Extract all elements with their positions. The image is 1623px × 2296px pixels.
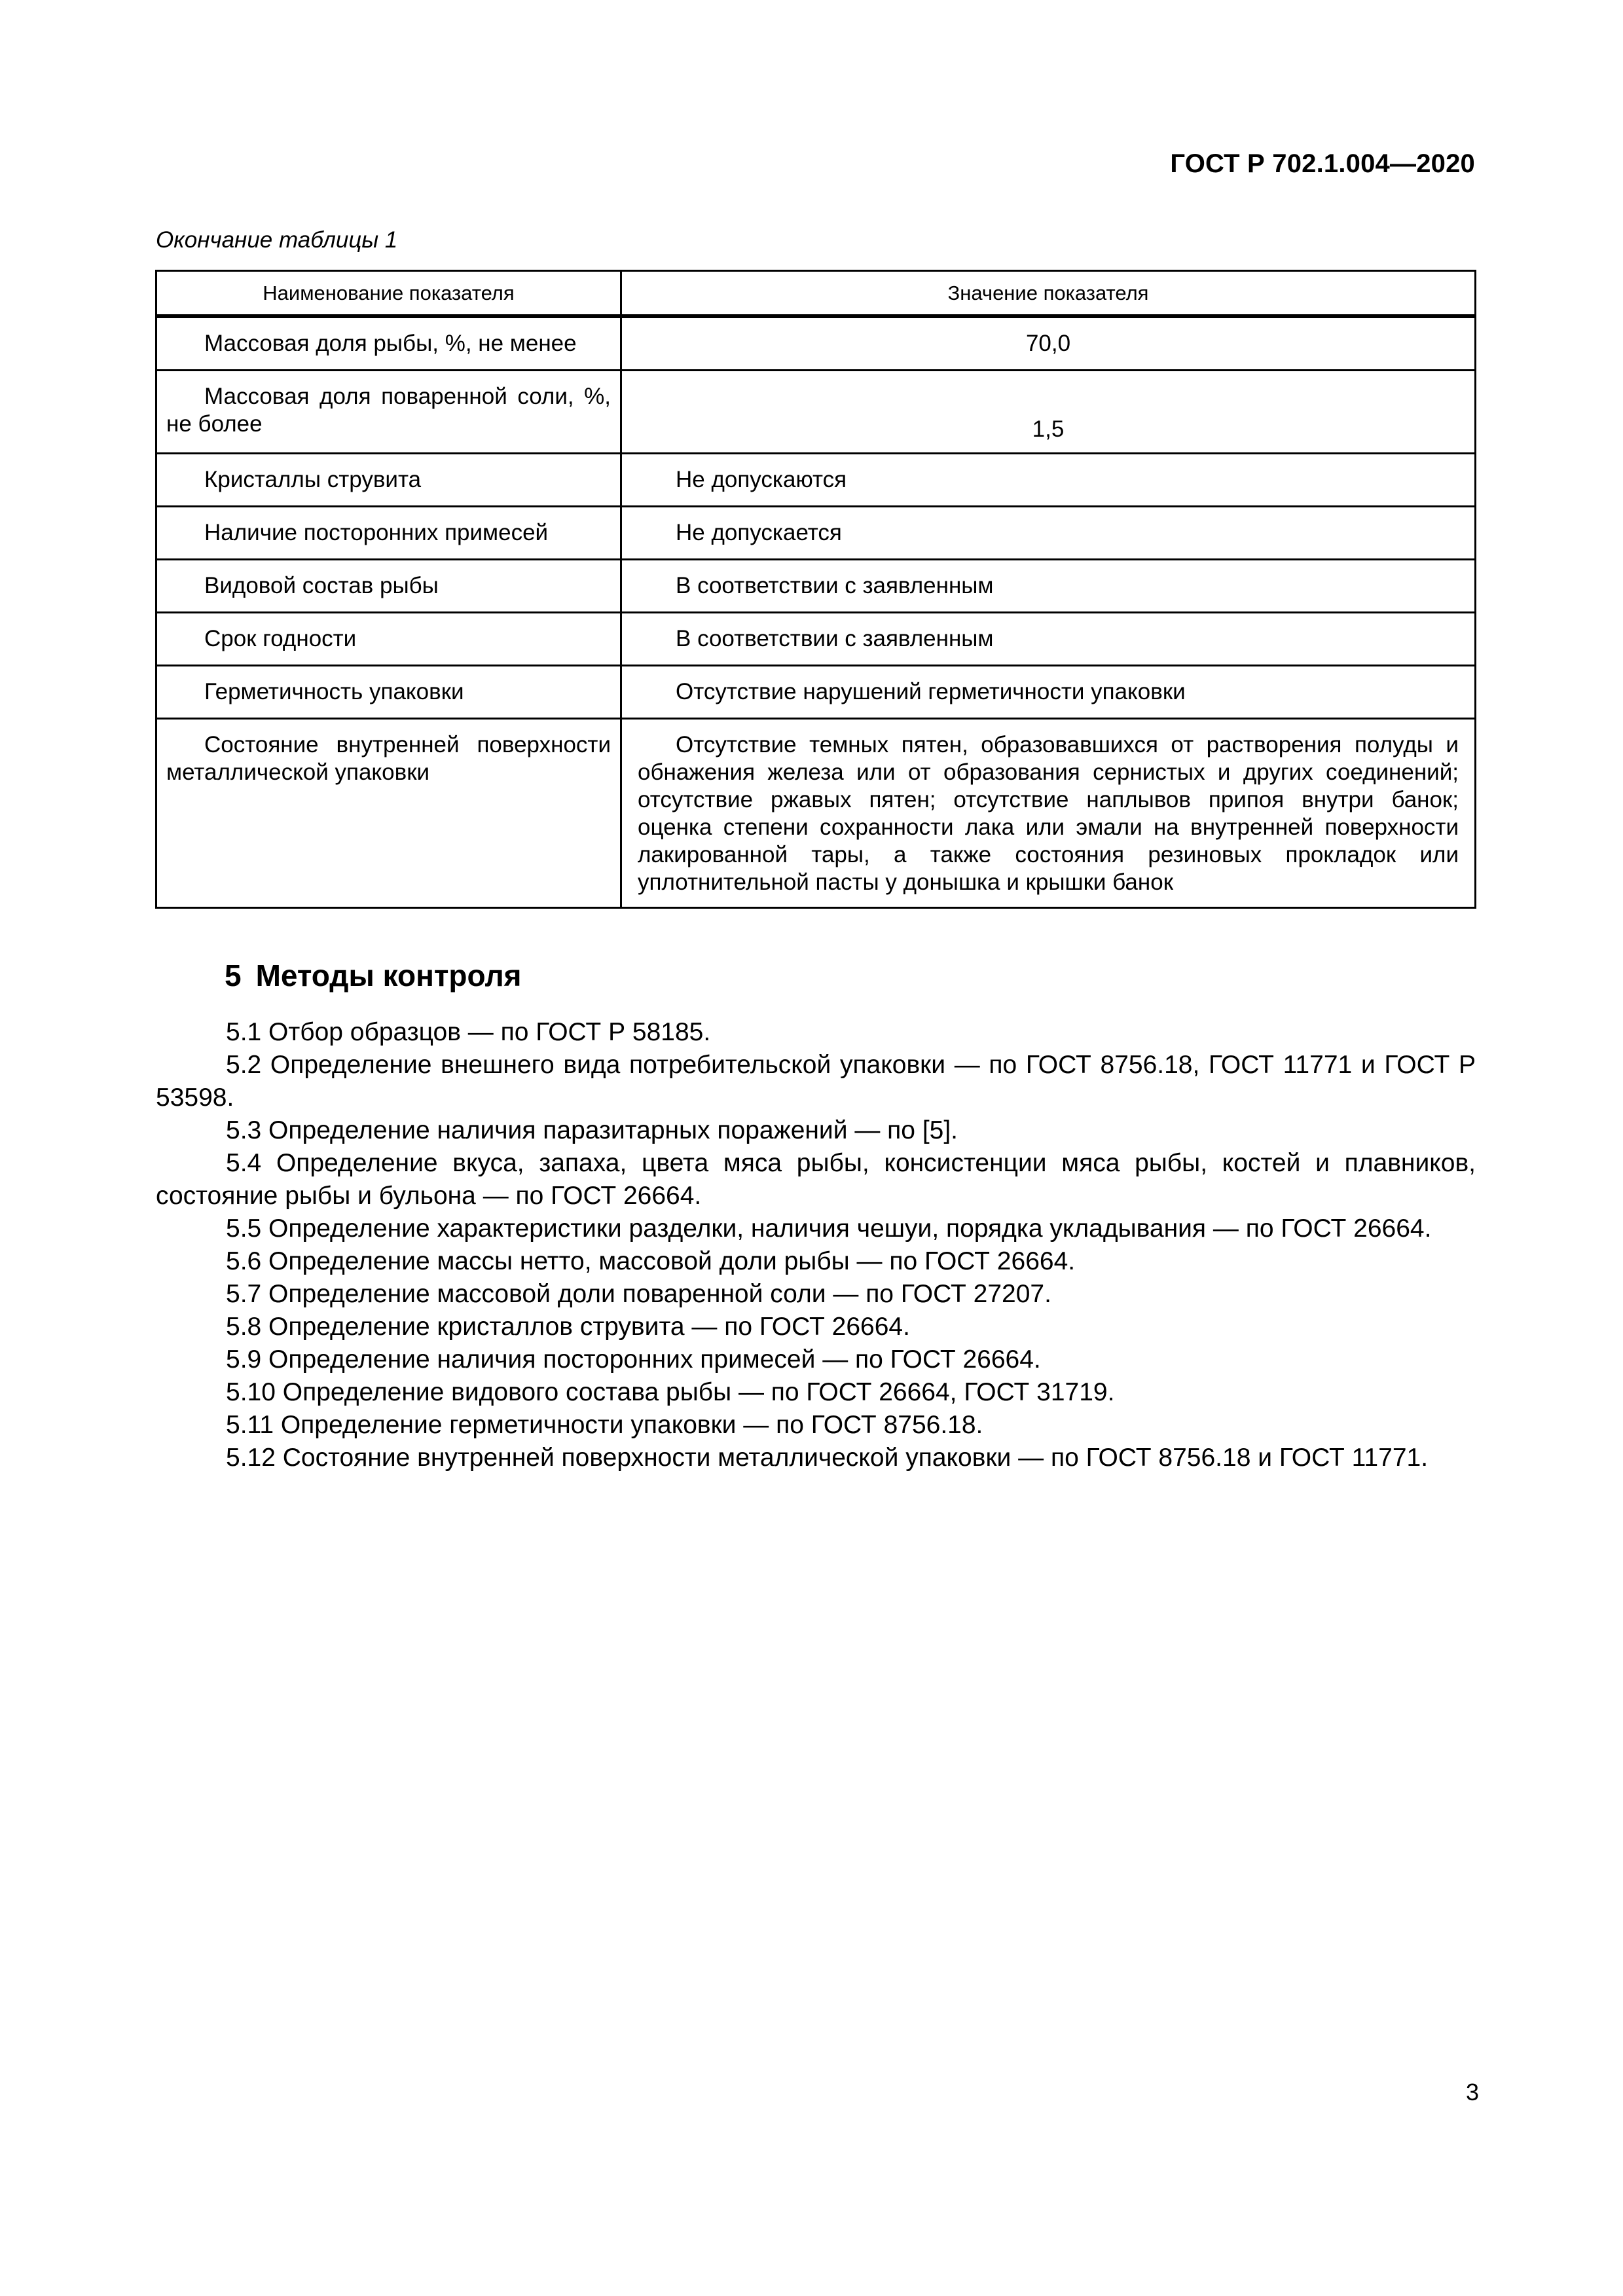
indicator-value: Не допускается (621, 507, 1476, 560)
method-item: 5.4 Определение вкуса, запаха, цвета мяса рыбы, консистенции мяса рыбы, костей и плавников, состояние рыбы и бульона — по ГОСТ 26664. (156, 1149, 1476, 1210)
table-row (156, 316, 1476, 371)
table-row (156, 666, 1476, 719)
section-title: Методы контроля (255, 958, 522, 993)
indicator-value: Отсутствие темных пятен, образовавшихся от растворения полуды и обнажения железа или от образования сернистых и других соединений; отсутствие ржавых пятен; отсутствие наплывов припоя внутри банок; оценка степени сохранности лака или эмали на внутренней поверхности лакированной тары, а также состояния резиновых прокладок или уплотнительной пасты у донышка и крышки банок (621, 719, 1476, 908)
method-item: 5.5 Определение характеристики разделки, наличия чешуи, порядка укладывания — по ГОСТ 26664. (226, 1214, 1432, 1243)
section-heading (225, 958, 522, 993)
indicator-name: Наличие посторонних примесей (156, 507, 621, 560)
table-row (156, 507, 1476, 560)
indicator-name: Массовая доля поваренной соли, %, не более (156, 371, 621, 454)
indicator-value: Не допускаются (621, 454, 1476, 507)
document-code: ГОСТ Р 702.1.004—2020 (1170, 149, 1475, 178)
method-item: 5.6 Определение массы нетто, массовой доли рыбы — по ГОСТ 26664. (226, 1247, 1076, 1275)
method-item: 5.3 Определение наличия паразитарных поражений — по [5]. (226, 1116, 958, 1144)
table-row (156, 719, 1476, 908)
indicator-value: Отсутствие нарушений герметичности упаковки (621, 666, 1476, 719)
table-row (156, 371, 1476, 454)
method-item: 5.12 Состояние внутренней поверхности металлической упаковки — по ГОСТ 8756.18 и ГОСТ 11771. (226, 1444, 1429, 1472)
indicator-name: Видовой состав рыбы (156, 560, 621, 613)
column-header-name: Наименование показателя (156, 271, 621, 317)
page-number: 3 (1465, 2079, 1479, 2105)
column-header-value: Значение показателя (621, 271, 1476, 317)
indicator-value: В соответствии с заявленным (621, 560, 1476, 613)
method-item: 5.10 Определение видового состава рыбы — по ГОСТ 26664, ГОСТ 31719. (226, 1378, 1115, 1406)
indicator-value: 1,5 (621, 371, 1476, 454)
indicator-name: Состояние внутренней поверхности металлической упаковки (156, 719, 621, 908)
table-caption: Окончание таблицы 1 (156, 227, 398, 253)
method-item: 5.7 Определение массовой доли поваренной соли — по ГОСТ 27207. (226, 1280, 1051, 1308)
indicator-name: Герметичность упаковки (156, 666, 621, 719)
indicator-name: Срок годности (156, 613, 621, 666)
method-item: 5.2 Определение внешнего вида потребительской упаковки — по ГОСТ 8756.18, ГОСТ 11771 и ГОСТ Р 53598. (156, 1051, 1476, 1112)
indicator-value: 70,0 (621, 316, 1476, 371)
indicator-name: Кристаллы струвита (156, 454, 621, 507)
table-header-row (156, 271, 1476, 317)
methods-list (156, 1016, 1476, 1474)
indicator-value: В соответствии с заявленным (621, 613, 1476, 666)
table-row (156, 613, 1476, 666)
indicators-table (155, 270, 1476, 909)
section-number: 5 (225, 958, 242, 993)
indicator-name: Массовая доля рыбы, %, не менее (156, 316, 621, 371)
method-item: 5.9 Определение наличия посторонних примесей — по ГОСТ 26664. (226, 1345, 1041, 1374)
method-item: 5.11 Определение герметичности упаковки — по ГОСТ 8756.18. (226, 1411, 983, 1439)
method-item: 5.1 Отбор образцов — по ГОСТ Р 58185. (226, 1018, 711, 1046)
table-row (156, 454, 1476, 507)
method-item: 5.8 Определение кристаллов струвита — по ГОСТ 26664. (226, 1313, 910, 1341)
table-row (156, 560, 1476, 613)
